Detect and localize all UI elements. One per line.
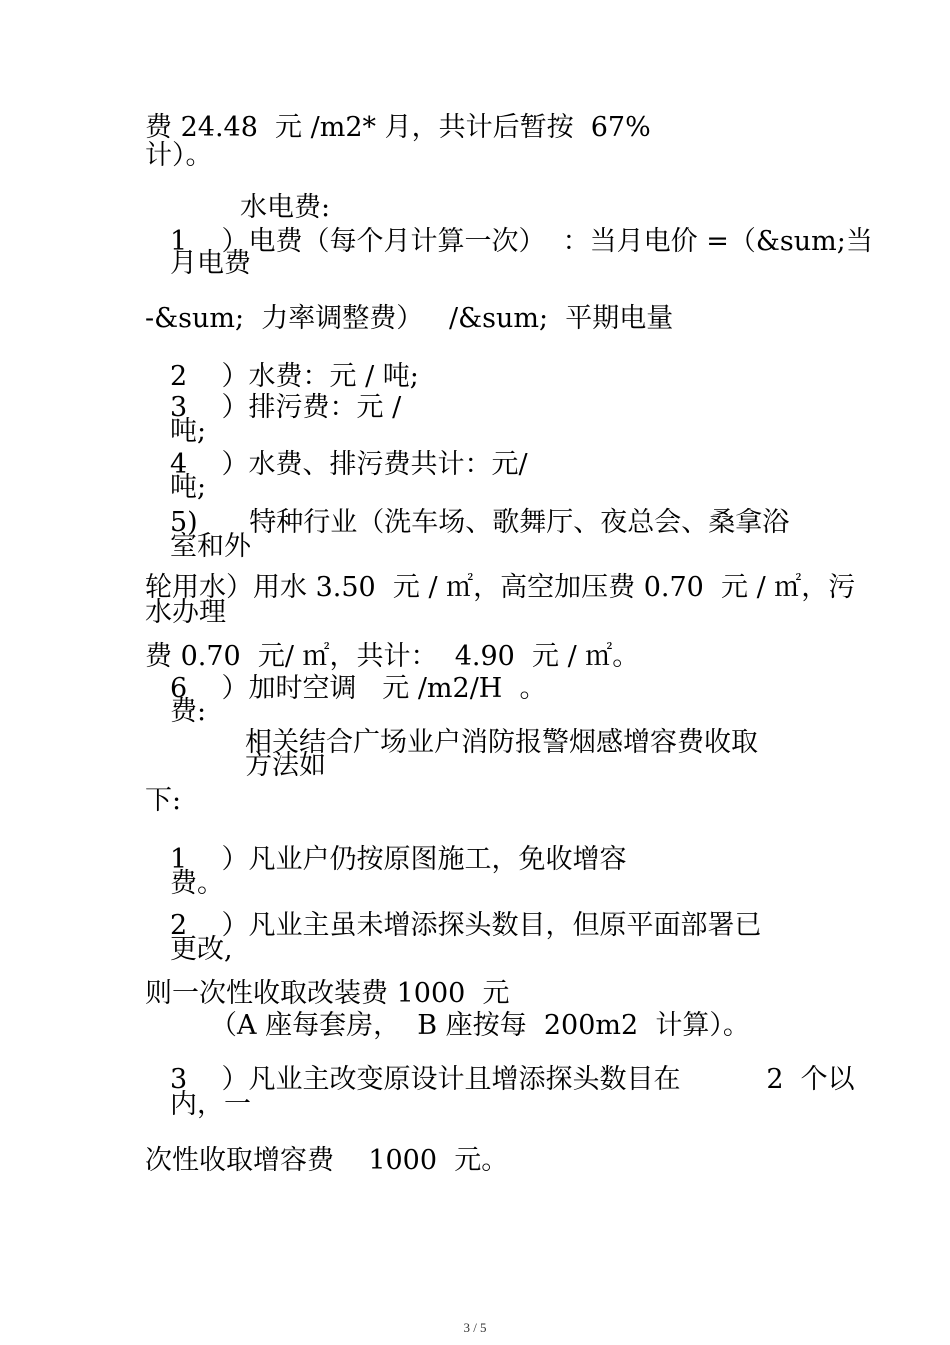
text-line: 次性收取增容费 1000 元。 xyxy=(145,1145,509,1176)
text-line: 内，一 xyxy=(170,1089,251,1120)
list-item: 1 ）凡业户仍按原图施工，免收增容 xyxy=(170,844,627,875)
list-item: 4 ）水费、排污费共计：元/ xyxy=(170,449,528,480)
list-item: 2 ）凡业主虽未增添探头数目，但原平面部署已 xyxy=(170,910,762,941)
text-line: 费。 xyxy=(170,868,224,899)
list-item: 3 ）排污费：元 / xyxy=(170,392,402,423)
text-line: 下: xyxy=(145,785,182,816)
text-line: 吨; xyxy=(170,416,207,447)
text-line: 轮用水）用水 3.50 元 / ㎡，高空加压费 0.70 元 / ㎡，污 xyxy=(145,572,856,603)
text-line: -&sum; 力率调整费） /&sum; 平期电量 xyxy=(145,303,674,334)
text-line: 月电费 xyxy=(170,248,251,279)
text-line: 吨; xyxy=(170,472,207,503)
section-heading-fire-alarm: 相关结合广场业户消防报警烟感增容费收取 xyxy=(245,727,758,758)
text-line: 则一次性收取改装费 1000 元 xyxy=(145,978,510,1009)
page-number: 3 / 5 xyxy=(463,1320,487,1335)
text-line: 方法如 xyxy=(245,750,326,781)
list-item: 5) 特种行业（洗车场、歌舞厅、夜总会、桑拿浴 xyxy=(170,507,790,538)
text-line: 室和外 xyxy=(170,531,251,562)
list-item: 6 ）加时空调 元 /m2/H 。 xyxy=(170,673,547,704)
list-item: 3 ）凡业主改变原设计且增添探头数目在 2 个以 xyxy=(170,1064,855,1095)
text-line: （A 座每套房， B 座按每 200m2 计算）。 xyxy=(210,1010,750,1041)
text-line: 费 0.70 元/ ㎡，共计： 4.90 元 / ㎡。 xyxy=(145,641,640,672)
text-line: 水办理 xyxy=(145,597,226,628)
list-item: 1 ）电费（每个月计算一次） ：当月电价 =（&sum;当 xyxy=(170,226,873,257)
text-line: 更改, xyxy=(170,934,233,965)
text-line: 费: xyxy=(170,696,207,727)
text-line: 费 24.48 元 /m2* 月，共计后暂按 67% xyxy=(145,112,651,143)
section-heading-utilities: 水电费: xyxy=(240,192,331,223)
list-item: 2 ）水费：元 / 吨; xyxy=(170,361,419,392)
text-line: 计）。 xyxy=(145,140,213,171)
